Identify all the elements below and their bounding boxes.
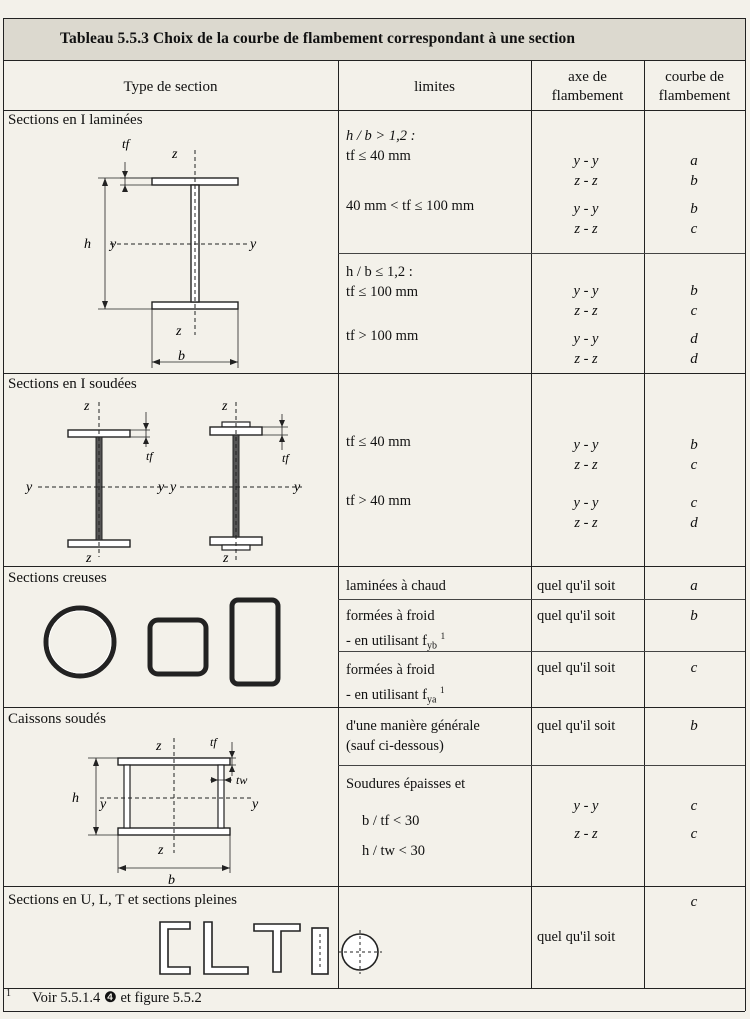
dim-tf: tf (282, 451, 289, 465)
axis-value: y - y (573, 495, 599, 511)
limits-lam2-l2: tf ≤ 100 mm (346, 284, 418, 300)
footnote-text: Voir 5.5.1.4 ❹ et figure 5.5.2 (32, 990, 202, 1006)
curve-box1: b (690, 718, 698, 734)
rule (3, 566, 745, 567)
curve-value: b (690, 201, 698, 217)
curve-value: c (690, 798, 698, 814)
rule (3, 373, 745, 374)
col-divider (531, 60, 532, 988)
other-sections-diagram (150, 912, 390, 984)
curve-value: d (690, 351, 698, 367)
curve-value: a (690, 153, 698, 169)
axis-value: z - z (574, 303, 598, 319)
welded-box-diagram (60, 728, 300, 886)
dim-b: b (178, 349, 185, 364)
limits-lam1-l1: h / b > 1,2 : (346, 128, 416, 144)
limits-box1-l1: d'une manière générale (346, 718, 480, 734)
curve-value: c (690, 495, 698, 511)
axis-z-top: z (222, 399, 228, 414)
curve-value: c (690, 221, 698, 237)
hollow-sections-diagram (30, 592, 330, 704)
axis-y-right: y (158, 480, 165, 495)
curve-hol3: c (690, 660, 698, 676)
curve-value: b (690, 437, 698, 453)
section-hollow: Sections creuses (8, 570, 107, 586)
axis-other: quel qu'il soit (537, 929, 616, 945)
axis-value: z - z (574, 457, 598, 473)
rule (3, 18, 745, 19)
limits-lam1-l2: tf ≤ 40 mm (346, 148, 411, 164)
limits-lam2-l3: tf > 100 mm (346, 328, 419, 344)
header-curve: courbe de flambement (658, 69, 731, 104)
rule (338, 253, 745, 254)
rule (3, 988, 745, 989)
rule (338, 765, 745, 766)
dim-tf: tf (122, 136, 130, 151)
section-other: Sections en U, L, T et sections pleines (8, 892, 237, 908)
rule (3, 886, 745, 887)
axis-y-right: y (250, 237, 257, 252)
header-axis: axe de flambement (551, 69, 624, 104)
col-divider (338, 60, 339, 988)
curve-value: b (690, 283, 698, 299)
axis-hol2: quel qu'il soit (537, 608, 616, 624)
axis-z-bottom: z (86, 551, 92, 564)
axis-z-bottom: z (176, 324, 182, 339)
laminated-i-section-diagram (70, 120, 270, 370)
axis-value: z - z (574, 173, 598, 189)
axis-value: y - y (573, 437, 599, 453)
section-laminated: Sections en I laminées (8, 112, 143, 128)
axis-hol3: quel qu'il soit (537, 660, 616, 676)
limits-box1-l2: (sauf ci-dessous) (346, 738, 444, 754)
section-box: Caissons soudés (8, 711, 106, 727)
axis-value: y - y (573, 201, 599, 217)
axis-y-left: y (110, 237, 117, 252)
dim-tw: tw (236, 773, 248, 787)
axis-z-bottom: z (223, 551, 229, 564)
curve-value: d (690, 331, 698, 347)
curve-value: b (690, 173, 698, 189)
axis-value: y - y (573, 153, 599, 169)
dim-b: b (168, 873, 175, 886)
axis-z-top: z (172, 147, 178, 162)
axis-y-left: y (26, 480, 33, 495)
axis-value: z - z (574, 221, 598, 237)
dim-h: h (84, 237, 91, 252)
axis-y-right: y (294, 480, 301, 495)
limits-lam1-l3: 40 mm < tf ≤ 100 mm (346, 198, 475, 214)
axis-y-left: y (170, 480, 177, 495)
curve-value: c (690, 303, 698, 319)
curve-hol2: b (690, 608, 698, 624)
limits-box2-l3: h / tw < 30 (362, 843, 425, 859)
axis-value: y - y (573, 331, 599, 347)
axis-value: z - z (574, 351, 598, 367)
section-welded: Sections en I soudées (8, 376, 137, 392)
curve-value: d (690, 515, 698, 531)
limits-hol1: laminées à chaud (346, 578, 446, 594)
curve-other: c (690, 894, 698, 910)
rule (3, 18, 4, 1011)
header-type: Type de section (123, 79, 218, 95)
limits-lam2-l1: h / b ≤ 1,2 : (346, 264, 413, 280)
dim-h: h (72, 791, 79, 806)
rule (3, 60, 745, 61)
limits-weld-l2: tf > 40 mm (346, 493, 411, 509)
axis-box1: quel qu'il soit (537, 718, 616, 734)
rule (745, 18, 746, 1011)
limits-hol3-l2: - en utilisant $f_{ya}$ $^1$ (346, 685, 445, 706)
axis-hol1: quel qu'il soit (537, 578, 616, 594)
col-divider (644, 60, 645, 988)
dim-tf: tf (210, 735, 217, 749)
axis-z-top: z (156, 739, 162, 754)
curve-value: c (690, 826, 698, 842)
limits-box2-l2: b / tf < 30 (362, 813, 420, 829)
axis-z-top: z (84, 399, 90, 414)
axis-value: z - z (574, 826, 598, 842)
axis-value: y - y (573, 283, 599, 299)
header-limits: limites (414, 79, 455, 95)
limits-hol3-l1: formées à froid (346, 662, 435, 678)
rule (3, 110, 745, 111)
rule (3, 1011, 745, 1012)
dim-tf: tf (146, 449, 153, 463)
axis-value: z - z (574, 515, 598, 531)
curve-value: c (690, 457, 698, 473)
limits-weld-l1: tf ≤ 40 mm (346, 434, 411, 450)
limits-box2-l1: Soudures épaisses et (346, 776, 466, 792)
footnote-mark: 1 (6, 988, 11, 999)
welded-i-section-diagram (20, 392, 320, 564)
rule (338, 599, 745, 600)
axis-y-right: y (252, 797, 259, 812)
curve-hol1: a (690, 578, 698, 594)
limits-hol2-l2: - en utilisant $f_{yb}$ $^1$ (346, 631, 446, 652)
axis-value: y - y (573, 798, 599, 814)
limits-hol2-l1: formées à froid (346, 608, 435, 624)
axis-y-left: y (100, 797, 107, 812)
axis-z-bottom: z (158, 843, 164, 858)
table-title: Tableau 5.5.3 Choix de la courbe de flambement correspondant à une section (60, 30, 576, 47)
